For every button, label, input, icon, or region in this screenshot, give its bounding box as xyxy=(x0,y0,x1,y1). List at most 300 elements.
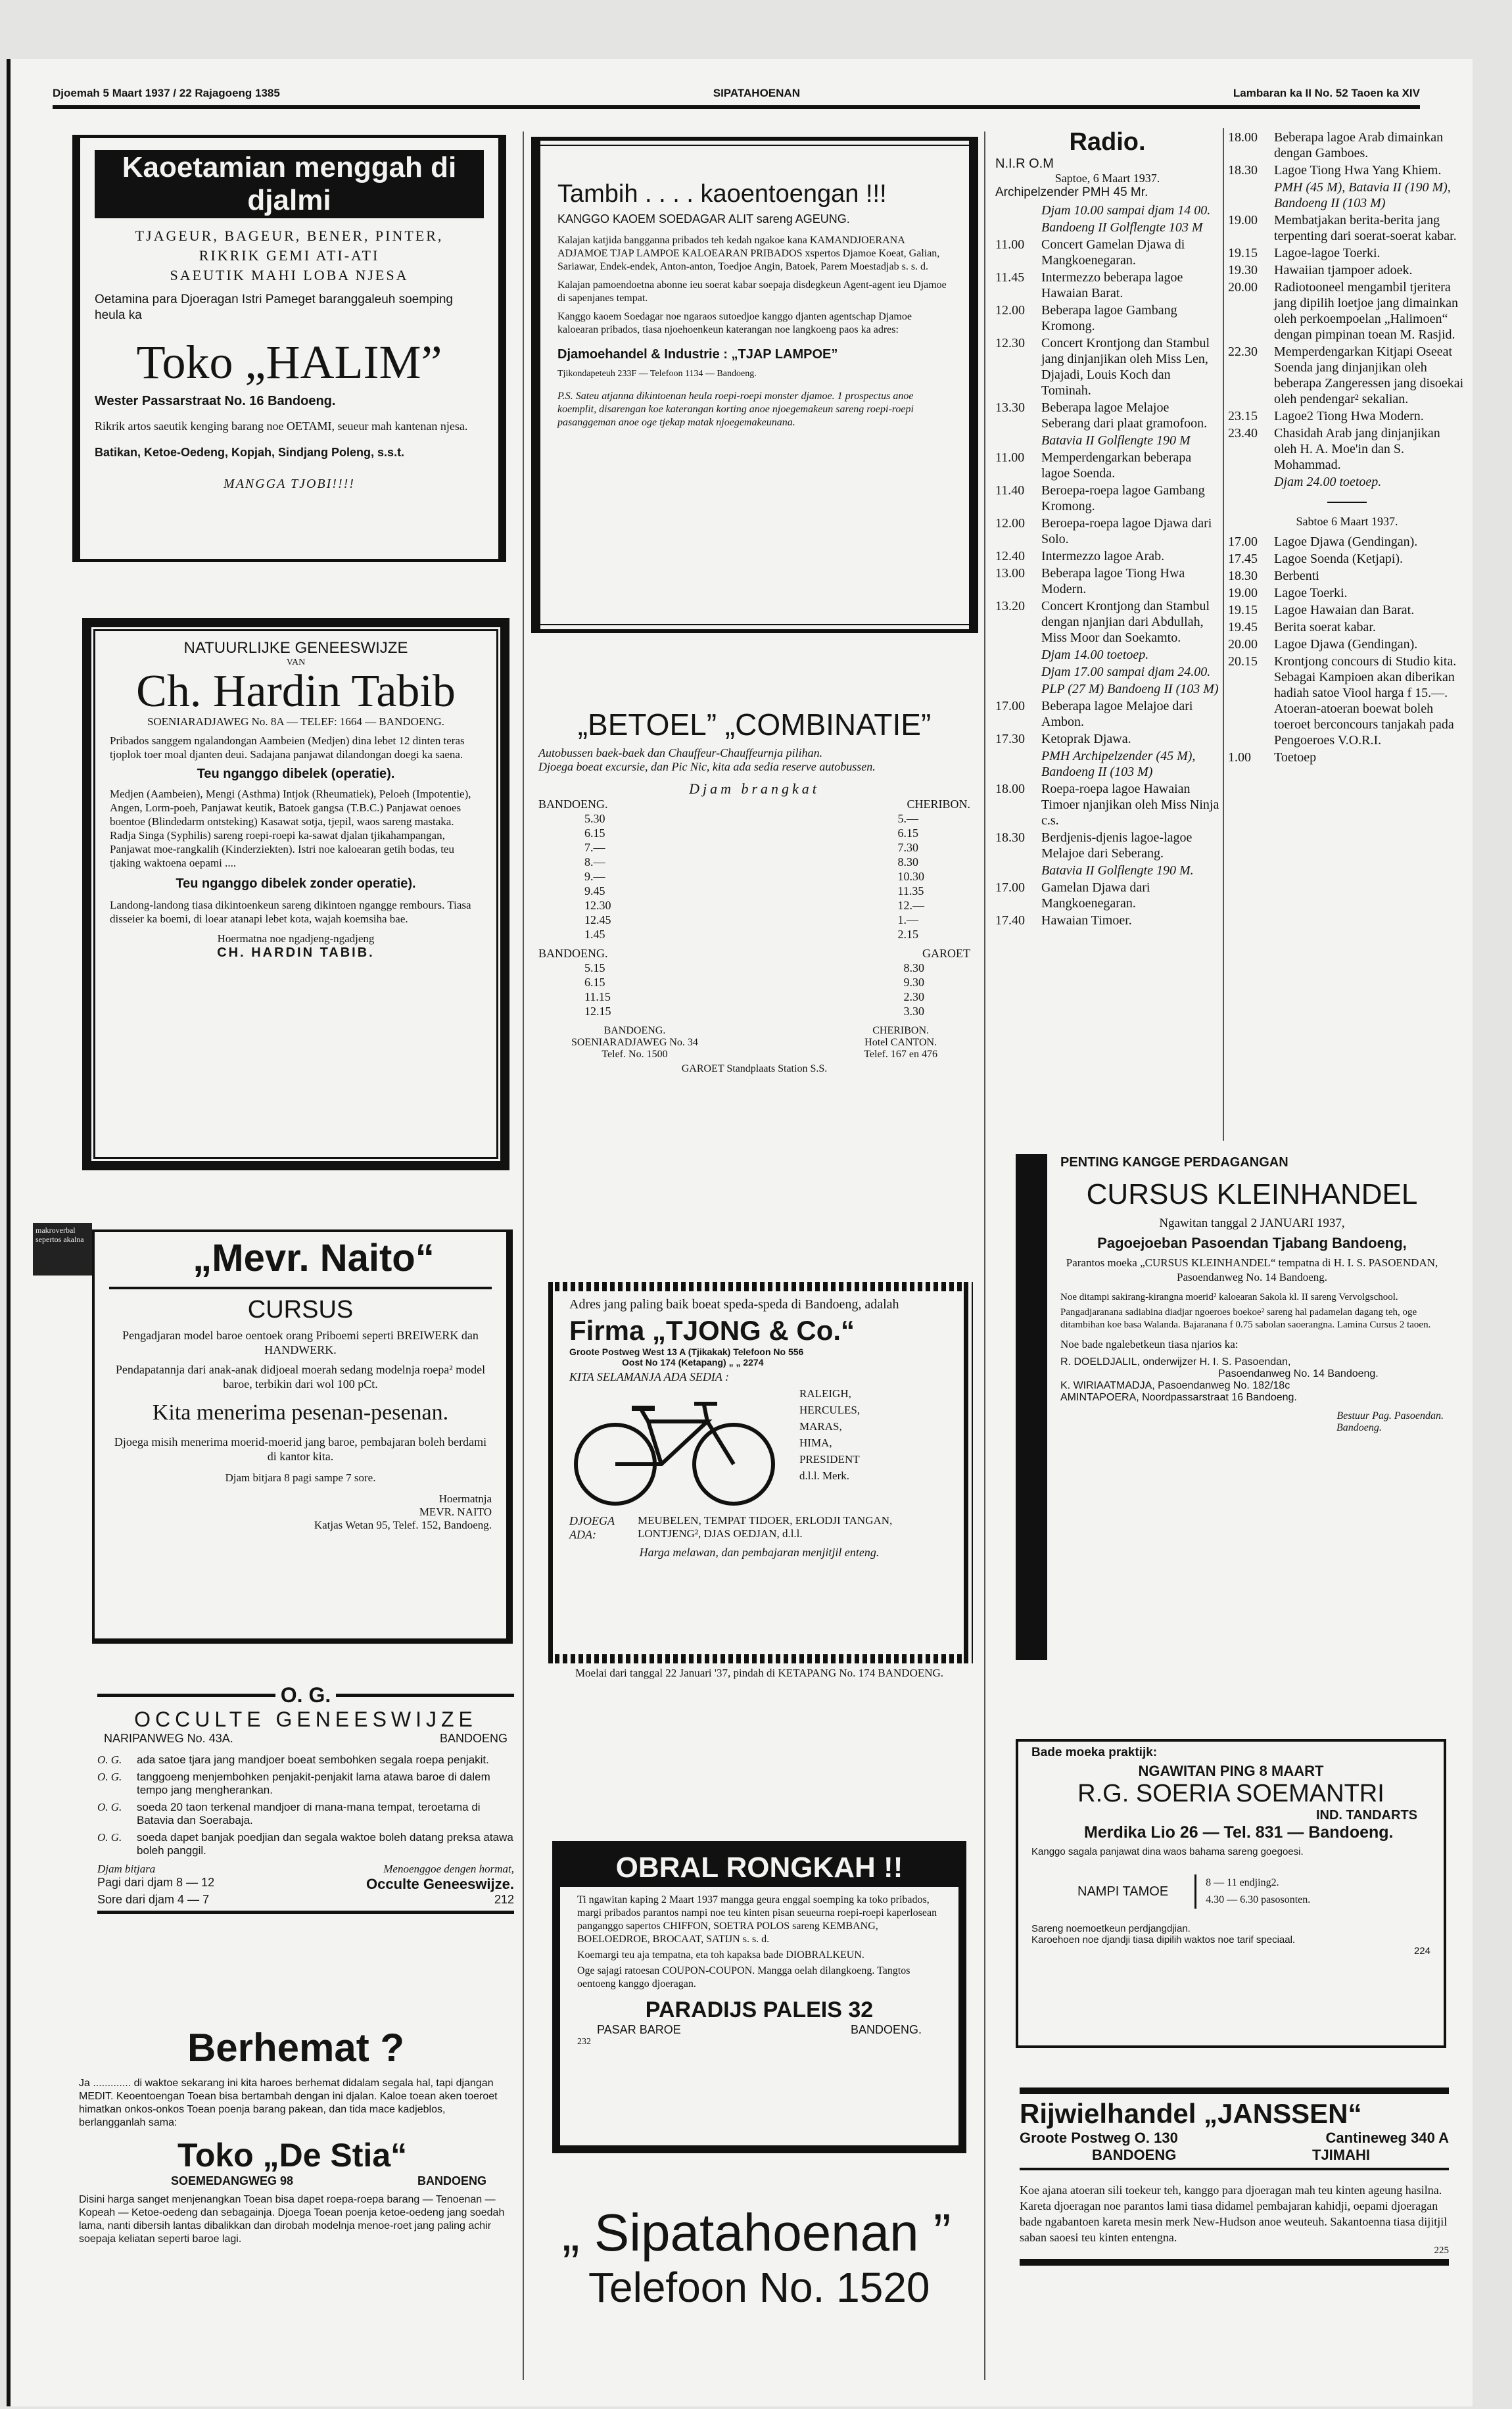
brand-item: MARAS, xyxy=(799,1420,842,1433)
radio-program-row xyxy=(995,433,1219,448)
time-cell: 11.15 xyxy=(584,990,611,1003)
radio-program: Lagoe Tiong Hwa Yang Khiem. xyxy=(1274,163,1442,178)
kh-tag: PENTING KANGGE PERDAGANGAN xyxy=(1060,1155,1288,1170)
janssen-text: Koe ajana atoeran sili toekeur teh, kanggo para djoeragan mah teu kinten ageung hasilna. Kareta djoeragan noe parantos lami tiasa didamel pembajaran kahidji, oepami djoeragan bade ngabantoen kareta mesin merk New-Hudson anoe weuteuh. Sakantoenna tiasa dijitjil saban saoesi teu kinten entengna. xyxy=(1020,2183,1448,2244)
radio-time: 17.00 xyxy=(995,880,1025,895)
sip-title: „ Sipatahoenan ” xyxy=(562,2203,951,2262)
radio-title: Radio. xyxy=(1069,128,1146,156)
radio-program: Beberapa lagoe Melajoe Seberang dari plaat gramofoon. xyxy=(1041,400,1208,431)
radio-time: 19.00 xyxy=(1228,213,1258,227)
obral-p1: Ti ngawitan kaping 2 Maart 1937 mangga geura enggal soemping ka toko pribados, margi pribados parantos nampi noe teu kinten pisan seueurna roepi-roepi kaperlosean panganggo sapertos CHIFFON, SOETRA POLOS sareng KEMBANG, BOELOEDROE, BROCAAT, SATIJN s. s. d. xyxy=(577,1894,937,1945)
radio-program: Concert Krontjong dan Stambul dengan njanjian dari Abdullah, Miss Moor dan Soekamto. xyxy=(1041,599,1210,645)
issue-date: Djoemah 5 Maart 1937 / 22 Rajagoeng 1385 xyxy=(53,87,280,99)
radio-program: Beberapa lagoe Tiong Hwa Modern. xyxy=(1041,566,1185,596)
radio-time: 12.00 xyxy=(995,303,1025,318)
radio-program-row xyxy=(995,270,1219,301)
radio-program: Beberapa lagoe Arab dimainkan dengan Gamboes. xyxy=(1274,130,1444,160)
tjong-brand-list xyxy=(799,1385,860,1510)
time-cell: 6.15 xyxy=(584,976,605,989)
radio-program-list-c xyxy=(1228,534,1466,765)
occulte-claim-text: soeda 20 taon terkenal mandjoer di mana-mana tempat, teroetama di Batavia dan Soerabaja. xyxy=(137,1801,481,1826)
occulte-claim-key: O. G. xyxy=(97,1831,122,1844)
radio-time: 1.00 xyxy=(1228,750,1251,765)
radio-time xyxy=(995,203,1035,218)
radio-program-row xyxy=(1228,408,1466,424)
radio-time: 18.30 xyxy=(1228,163,1258,178)
radio-time: 17.40 xyxy=(995,913,1025,928)
ad-tambih xyxy=(531,137,978,633)
masthead-rule xyxy=(53,105,1420,109)
betoel-title: „BETOEL” „COMBINATIE” xyxy=(577,707,932,742)
ad-toko-halim xyxy=(72,135,506,562)
obral-address: PASAR BAROE xyxy=(597,2023,681,2036)
soeria-address: Merdika Lio 26 — Tel. 831 — Bandoeng. xyxy=(1084,1823,1394,1842)
brand-item: HERCULES, xyxy=(799,1404,861,1416)
radio-program: Berita soerat kabar. xyxy=(1274,620,1376,634)
radio-time: 17.45 xyxy=(1228,552,1258,566)
radio-program-row xyxy=(995,515,1219,547)
time-cell: 2.15 xyxy=(897,928,918,941)
hardin-address: SOENIARADJAWEG No. 8A — TELEF: 1664 — BANDOENG. xyxy=(147,715,445,728)
occulte-claim-key: O. G. xyxy=(97,1753,122,1766)
paper-name: SIPATAHOENAN xyxy=(713,87,800,99)
tjong-address-1: Groote Postweg West 13 A (Tjikakak) Telefoon No 556 xyxy=(569,1347,804,1357)
betoel-schedule-title: Djam brangkat xyxy=(689,780,820,797)
hardin-p3: Landong-landong tiasa dikintoenkeun sareng dikintoen ngangge rembours. Tiasa disseier ka boemi, di loear atanapi lebet kota, wajah koemsiha bae. xyxy=(110,899,471,925)
time-cell: 5.15 xyxy=(584,961,605,974)
occulte-time-label: Djam bitjara xyxy=(97,1863,156,1875)
radio-program-row xyxy=(1228,344,1466,407)
time-cell: 8.30 xyxy=(897,855,918,869)
radio-program-row xyxy=(1228,750,1466,765)
obral-num: 232 xyxy=(577,2037,591,2047)
kh-sign: Bestuur Pag. Pasoendan. xyxy=(1336,1410,1444,1421)
occulte-appt: Menoenggoe dengen hormat, xyxy=(383,1863,514,1875)
radio-program: Intermezzo beberapa lagoe Hawaian Barat. xyxy=(1041,270,1183,300)
naito-name: „Mevr. Naito“ xyxy=(193,1237,435,1279)
hardin-top: NATUURLIJKE GENEESWIJZE xyxy=(183,639,408,657)
radio-time: 13.30 xyxy=(995,400,1025,415)
obral-p3: Oge sajagi ratoesan COUPON-COUPON. Mangga oelah dilangkoeng. Tangtos oentoeng kanggo djoeragan. xyxy=(577,1965,910,1990)
occulte-claim-row xyxy=(97,1831,514,1857)
obral-shop-name: PARADIJS PALEIS 32 xyxy=(645,1997,874,2022)
brand-item: d.l.l. Merk. xyxy=(799,1469,850,1482)
hemat-city: BANDOENG xyxy=(417,2174,486,2187)
radio-program: Krontjong concours di Studio kita. Sebagai Kampioen akan diberikan hadiah satoe Viool harga f 15.—. Atoeran-atoeran boewat boleh toeroet berconcours tanjakah pada Pengoeroes V.O.R.I. xyxy=(1274,654,1457,748)
radio-column-b xyxy=(1223,128,1466,1141)
halim-headline: Kaoetamian menggah di djalmi xyxy=(95,150,484,218)
radio-time: 19.00 xyxy=(1228,586,1258,600)
soeria-num: 224 xyxy=(1413,1945,1430,1957)
radio-time: 20.00 xyxy=(1228,280,1258,295)
radio-program: Roepa-roepa lagoe Hawaian Timoer njanjikan oleh Miss Ninja c.s. xyxy=(1041,782,1219,828)
janssen-title: Rijwielhandel „JANSSEN“ xyxy=(1020,2098,1362,2129)
time-cell: 12.45 xyxy=(584,913,611,926)
radio-time: 12.30 xyxy=(995,336,1025,350)
radio-program-row xyxy=(1228,425,1466,473)
occulte-address: NARIPANWEG No. 43A. xyxy=(104,1732,233,1745)
kh-title: CURSUS KLEINHANDEL xyxy=(1086,1178,1418,1210)
obral-title: OBRAL RONGKAH !! xyxy=(560,1849,958,1887)
kh-org: Pagoejoeban Pasoendan Tjabang Bandoeng, xyxy=(1097,1235,1407,1251)
radio-program-list-a xyxy=(995,203,1219,928)
radio-program: Memperdengarkan beberapa lagoe Soenda. xyxy=(1041,450,1192,481)
hardin-heading-1: Teu nganggo dibelek (operatie). xyxy=(197,767,395,781)
time-cell: 11.35 xyxy=(897,884,924,897)
occulte-claims xyxy=(97,1753,514,1857)
ad-mevr-naito xyxy=(92,1229,513,1644)
radio-time: 18.00 xyxy=(995,782,1025,796)
radio-time: 18.00 xyxy=(1228,130,1258,145)
ad-obral-rongkah xyxy=(552,1841,966,2153)
radio-time: 19.30 xyxy=(1228,263,1258,277)
radio-program-row xyxy=(995,400,1219,431)
betoel-office-2c: Telef. 167 en 476 xyxy=(864,1049,937,1060)
tjong-footer: Harga melawan, dan pembajaran menjitjil enteng. xyxy=(639,1546,880,1559)
radio-program-row xyxy=(995,681,1219,697)
time-cell: 3.30 xyxy=(903,1005,924,1018)
radio-program: PMH Archipelzender (45 M), Bandoeng II (103 M) xyxy=(1041,749,1196,779)
radio-time xyxy=(995,863,1035,878)
radio-program: Memperdengarkan Kitjapi Oseeat Soenda jang dinjanjikan oleh beberapa Zangeressen jang disoekai oleh pendengar² sekalian. xyxy=(1274,345,1464,406)
time-cell: 12.— xyxy=(897,899,924,912)
hemat-text: Ja ............. di waktoe sekarang ini kita haroes berhemat didalam segala hal, tapi djangan MEDIT. Keoentoengan Toean bisa bertambah dengan ini djalan. Kaloe toean aken toeroet himatkan onkos-onkos Toean poenja barang pakean, dan tida mace kadjeblos, berlangganlah sama: xyxy=(79,2078,498,2128)
soeria-tag: Bade moeka praktijk: xyxy=(1031,1746,1158,1759)
occulte-claim-text: ada satoe tjara jang mandjoer boeat sembohken segala roepa penjakit. xyxy=(137,1753,489,1766)
radio-program-row xyxy=(995,664,1219,680)
betoel-from-2: BANDOENG. xyxy=(538,947,608,960)
soeria-p2: Kanggo sagala panjawat dina waos bahama sareng goegoesi. xyxy=(1031,1846,1304,1857)
ad-janssen xyxy=(1016,2087,1453,2360)
radio-time: 11.40 xyxy=(995,483,1025,498)
radio-time xyxy=(995,433,1035,448)
obral-city: BANDOENG. xyxy=(850,2023,922,2036)
betoel-times-bandoeng-2 xyxy=(584,961,611,1018)
naito-p3: Djoega misih menerima moerid-moerid jang baroe, pembajaran boleh berdami di kantor kita. xyxy=(114,1435,487,1463)
occulte-claim-row xyxy=(97,1771,514,1797)
radio-program: PLP (27 M) Bandoeng II (103 M) xyxy=(1041,682,1219,696)
radio-program-row xyxy=(995,203,1219,218)
radio-program: Batavia II Golflengte 190 M xyxy=(1041,433,1191,448)
radio-program: Beberapa lagoe Melajoe dari Ambon. xyxy=(1041,699,1193,729)
time-cell: 1.— xyxy=(897,913,918,926)
issue-number: Lambaran ka II No. 52 Taoen ka XIV xyxy=(1233,87,1420,99)
radio-program: Lagoe Toerki. xyxy=(1274,586,1348,600)
radio-program: PMH (45 M), Batavia II (190 M), Bandoeng II (103 M) xyxy=(1274,180,1451,210)
radio-time: 12.00 xyxy=(995,516,1025,531)
radio-program-row xyxy=(1228,212,1466,244)
betoel-footer: GAROET Standplaats Station S.S. xyxy=(681,1063,828,1074)
radio-program-row xyxy=(995,731,1219,747)
radio-program-row xyxy=(995,335,1219,398)
betoel-office-1a: BANDOENG. xyxy=(603,1025,666,1036)
hemat-text-2: Disini harga sanget menjenangkan Toean bisa dapet roepa-roepa barang — Tenoenan — Kopeah — Ketoe-oedeng dan sebagainja. Djoega Toean poenja ketoe-oedeng jang soedah lama, nanti dibersih lantas dibalikkan dan dirobah modelnja menoe-roet jang paling achir soepaja keliatan seperti baroe lagi. xyxy=(79,2194,505,2245)
occulte-claim-row xyxy=(97,1801,514,1827)
hemat-address: SOEMEDANGWEG 98 xyxy=(171,2174,294,2187)
radio-program-row xyxy=(995,565,1219,597)
betoel-sub-2: Djoega boeat excursie, dan Pic Nic, kita ada sedia reserve autobussen. xyxy=(538,760,876,773)
halim-intro: Oetamina para Djoeragan Istri Pameget baranggaleuh soemping heula ka xyxy=(95,293,453,322)
naito-sign-2: MEVR. NAITO xyxy=(419,1506,492,1518)
radio-program-row xyxy=(995,830,1219,861)
hardin-p1: Pribados sanggem ngalandongan Aambeien (Medjen) dina lebet 12 dinten teras tjoplok toer moal djanten deui. Sadajana panjawat dilandongan doegi ka saena. xyxy=(110,734,465,761)
tambih-p1: Kalajan katjida bangganna pribados teh kedah ngakoe kana KAMANDJOERANA ADJAMOE TJAP LAMPOE KALOEARAN PRIBADOS xspertos Djamoe Koeat, Galian, Sariawar, Endek-endek, Anton-anton, Toedjoe Angin, Batoek, Parem Moestadjab s. s. d. xyxy=(557,235,940,272)
radio-program-row xyxy=(995,302,1219,334)
radio-time: 17.00 xyxy=(1228,535,1258,549)
radio-program-row xyxy=(995,450,1219,481)
radio-program-row xyxy=(995,647,1219,663)
hemat-title: Berhemat ? xyxy=(187,2026,405,2070)
occulte-claim-key: O. G. xyxy=(97,1771,122,1783)
janssen-address-2: Cantineweg 340 A xyxy=(1325,2130,1449,2146)
radio-time: 23.15 xyxy=(1228,409,1258,423)
janssen-num: 225 xyxy=(1434,2245,1449,2256)
ad-tjong-co xyxy=(546,1282,973,1663)
betoel-office-2b: Hotel CANTON. xyxy=(864,1037,937,1048)
radio-time: 19.45 xyxy=(1228,620,1258,634)
time-cell: 7.30 xyxy=(897,841,918,854)
radio-program-row xyxy=(1228,636,1466,652)
masthead-bar xyxy=(53,82,1420,105)
occulte-claim-row xyxy=(97,1753,514,1767)
radio-program-row xyxy=(995,863,1219,878)
radio-program: Djam 17.00 sampai djam 24.00. xyxy=(1041,665,1211,679)
radio-program: Lagoe Djawa (Gendingan). xyxy=(1274,637,1418,652)
betoel-to-1: CHERIBON. xyxy=(907,798,970,811)
radio-program: Intermezzo lagoe Arab. xyxy=(1041,549,1165,563)
hardin-sign-1: Hoermatna noe ngadjeng-ngadjeng xyxy=(217,932,375,945)
occulte-hours-afternoon: Sore dari djam 4 — 7 xyxy=(97,1893,210,1906)
kh-contact-2: K. WIRIAATMADJA, Pasoendanweg No. 182/18c xyxy=(1060,1380,1290,1391)
hemat-shop: Toko „De Stia“ xyxy=(177,2137,408,2174)
time-cell: 10.30 xyxy=(897,870,924,883)
radio-program: Berdjenis-djenis lagoe-lagoe Melajoe dari Seberang. xyxy=(1041,830,1193,861)
radio-program: Lagoe-lagoe Toerki. xyxy=(1274,246,1381,260)
soeria-hours-2: 4.30 — 6.30 pasosonten. xyxy=(1206,1894,1311,1905)
tambih-ps: P.S. Sateu atjanna dikintoenan heula roepi-roepi monster djamoe. 1 prospectus anoe koemplit, disarengan koe katerangan korting anoe njoegemakeun sareng roepi-roepi pasanggeman anoe oge tjekap matak njoegemakeunana. xyxy=(557,391,914,428)
radio-time: 17.00 xyxy=(995,699,1025,713)
radio-program: Berbenti xyxy=(1274,569,1319,583)
radio-time: 20.15 xyxy=(1228,654,1258,669)
time-cell: 9.45 xyxy=(584,884,605,897)
hardin-p2: Medjen (Aambeien), Mengi (Asthma) Intjok (Rheumatiek), Peloeh (Impotentie), Angen, Lorm-poeh, Panjawat keutik, Batoek gangsa (T.B.C.) Panjawat oenoes boentoe (Blindedarm ontsteking) Kasawat sotja, tjepil, waos sareng mastaka. Radja Singa (Syphilis) sareng roepi-roepi ka-sawat djalan tjikahampangan, Panjawat moe-rangkalih (Kinderziekten). Istri noe kaloearan getih bodas, teu tjaking waktoena oepami .... xyxy=(110,788,471,869)
soeria-p3: Sareng noemoetkeun perdjangdjian. xyxy=(1031,1923,1191,1934)
radio-time: 13.00 xyxy=(995,566,1025,581)
occulte-hours-morning: Pagi dari djam 8 — 12 xyxy=(97,1876,215,1889)
time-cell: 5.30 xyxy=(584,812,605,825)
ad-hardin-tabib xyxy=(82,618,509,1170)
time-cell: 6.15 xyxy=(897,826,918,840)
naito-side-note xyxy=(33,1223,92,1276)
time-cell: 12.30 xyxy=(584,899,611,912)
radio-program: Lagoe2 Tiong Hwa Modern. xyxy=(1274,409,1424,423)
column-rule-2 xyxy=(984,131,985,2380)
ad-occulte xyxy=(92,1683,519,1966)
brand-item: HIMA, xyxy=(799,1437,832,1449)
radio-program-row xyxy=(995,548,1219,564)
tjong-address-2: Oost No 174 (Ketapang) „ „ 2274 xyxy=(622,1357,764,1368)
radio-program-row xyxy=(1228,585,1466,601)
soeria-title: IND. TANDARTS xyxy=(1315,1808,1417,1823)
radio-time xyxy=(995,664,1035,680)
hardin-van: VAN xyxy=(286,657,306,667)
radio-program: Beroepa-roepa lagoe Djawa dari Solo. xyxy=(1041,516,1212,546)
naito-side-text: makroverbal sepertos akalna xyxy=(35,1226,84,1244)
hardin-sign-2: CH. HARDIN TABIB. xyxy=(217,945,375,960)
radio-arch: Archipelzender PMH 45 Mr. xyxy=(995,185,1148,199)
radio-program: Membatjakan berita-berita jang terpenting dari soerat-soerat kabar. xyxy=(1274,213,1457,243)
brand-item: PRESIDENT xyxy=(799,1453,860,1466)
kh-contact-1: R. DOELDJALIL, onderwijzer H. I. S. Pasoendan, xyxy=(1060,1356,1291,1368)
ad-betoel-combinatie xyxy=(536,707,973,1256)
hardin-name: Ch. Hardin Tabib xyxy=(136,666,456,717)
soeria-nampi: NAMPI TAMOE xyxy=(1077,1884,1169,1899)
occulte-city: BANDOENG xyxy=(439,1732,508,1745)
radio-program-row xyxy=(995,913,1219,928)
radio-program-row xyxy=(995,237,1219,268)
kh-p3: Noe ditampi sakirang-kirangna moerid² kaloearan Sakola kl. II sareng Vervolgschool. xyxy=(1060,1292,1398,1302)
tjong-stock-label: KITA SELAMANJA ADA SEDIA : xyxy=(569,1370,729,1383)
occulte-tag: O. G. xyxy=(280,1683,331,1707)
bicycle-icon xyxy=(569,1385,780,1510)
radio-program-row xyxy=(1228,654,1466,748)
ad-berhemat xyxy=(72,2025,519,2383)
betoel-office-2a: CHERIBON. xyxy=(872,1025,930,1036)
kh-city: Bandoeng. xyxy=(1336,1422,1382,1433)
tambih-address: Tjikondapeteuh 233F — Telefoon 1134 — Bandoeng. xyxy=(557,369,757,379)
janssen-address-1: Groote Postweg O. 130 xyxy=(1020,2130,1178,2146)
radio-time: 13.20 xyxy=(995,599,1025,613)
janssen-city-2: TJIMAHI xyxy=(1312,2147,1370,2163)
time-cell: 1.45 xyxy=(584,928,605,941)
radio-time xyxy=(995,220,1035,235)
radio-time: 11.45 xyxy=(995,270,1025,285)
betoel-office-1c: Telef. No. 1500 xyxy=(602,1049,668,1060)
radio-program: Lagoe Soenda (Ketjapi). xyxy=(1274,552,1404,566)
time-cell: 9.— xyxy=(584,870,605,883)
tambih-p3: Kanggo kaoem Soedagar noe ngaraos sutoedjoe kanggo djanten agentschap Djamoe kaloearan pribados, tiasa njoehoenkeun katerangan noe langkoeng paos ka adres: xyxy=(557,311,912,335)
time-cell: 7.— xyxy=(584,841,605,854)
occulte-claim-text: soeda dapet banjak poedjian dan segala waktoe boleh datang preksa atawa boleh panggil. xyxy=(137,1831,513,1857)
naito-hours: Djam bitjara 8 pagi sampe 7 sore. xyxy=(225,1471,376,1484)
soeria-p4: Karoehoen noe djandji tiasa dipilih waktos noe tarif speciaal. xyxy=(1031,1934,1296,1945)
time-cell: 8.— xyxy=(584,855,605,869)
kh-p5: Noe bade ngalebetkeun tiasa njarios ka: xyxy=(1060,1338,1239,1350)
radio-program-row xyxy=(1228,551,1466,567)
occulte-sign: Occulte Geneeswijze. xyxy=(366,1876,514,1892)
radio-program-row xyxy=(995,483,1219,514)
naito-cursus: CURSUS xyxy=(247,1296,354,1324)
radio-program-row xyxy=(1228,179,1466,211)
time-cell: 6.15 xyxy=(584,826,605,840)
radio-program: Gamelan Djawa dari Mangkoenegaran. xyxy=(1041,880,1150,911)
soeria-start: NGAWITAN PING 8 MAART xyxy=(1138,1763,1324,1779)
radio-program-row xyxy=(1228,245,1466,261)
radio-program: Ketoprak Djawa. xyxy=(1041,732,1131,746)
radio-program: Djam 10.00 sampai djam 14 00. xyxy=(1041,203,1211,218)
betoel-sub: Autobussen baek-baek dan Chauffeur-Chauffeurnja pilihan. xyxy=(538,746,823,759)
time-cell: 2.30 xyxy=(903,990,924,1003)
naito-sign-1: Hoermatnja xyxy=(438,1492,492,1505)
radio-program: Beroepa-roepa lagoe Gambang Kromong. xyxy=(1041,483,1205,513)
occulte-num: 212 xyxy=(494,1893,514,1906)
kh-date: Ngawitan tanggal 2 JANUARI 1937, xyxy=(1159,1216,1345,1230)
radio-program-row xyxy=(995,880,1219,911)
radio-program: Radiotooneel mengambil tjeritera jang dipilih loetjoe jang dimainkan oleh perkoempoelan „Halimoen“ dengan pimpinan toean M. Rasjid. xyxy=(1274,280,1458,342)
radio-time: 12.40 xyxy=(995,549,1025,563)
radio-time: 17.30 xyxy=(995,732,1025,746)
janssen-city-1: BANDOENG xyxy=(1092,2147,1177,2163)
radio-program-row xyxy=(995,748,1219,780)
time-cell: 12.15 xyxy=(584,1005,611,1018)
column-rule-1 xyxy=(523,131,524,2380)
radio-program: Batavia II Golflengte 190 M. xyxy=(1041,863,1194,878)
radio-program-row xyxy=(995,781,1219,828)
radio-program-row xyxy=(995,220,1219,235)
radio-time: 18.30 xyxy=(1228,569,1258,583)
kh-contact-3: AMINTAPOERA, Noordpassarstraat 16 Bandoeng. xyxy=(1060,1392,1297,1403)
radio-program-row xyxy=(1228,619,1466,635)
radio-program: Toetoep xyxy=(1274,750,1317,765)
radio-program: Concert Krontjong dan Stambul jang dinjanjikan oleh Miss Len, Djajadi, Louis Koch dan Tominah. xyxy=(1041,336,1210,398)
radio-program: Beberapa lagoe Gambang Kromong. xyxy=(1041,303,1177,333)
radio-column-a xyxy=(993,128,1219,1141)
radio-program: Bandoeng II Golflengte 103 M xyxy=(1041,220,1203,235)
radio-time: 11.00 xyxy=(995,237,1025,252)
radio-time xyxy=(995,748,1035,780)
tambih-p2: Kalajan pamoendoetna abonne ieu soerat kabar soepaja disdegkeun Agent-agent ieu Djamoe di sapenjanes tempat. xyxy=(557,279,947,304)
radio-program: Concert Gamelan Djawa di Mangkoenegaran. xyxy=(1041,237,1185,268)
soeria-name: R.G. SOERIA SOEMANTRI xyxy=(1077,1780,1384,1807)
radio-program-list-b xyxy=(1228,130,1466,490)
brand-item: RALEIGH, xyxy=(799,1387,851,1400)
betoel-times-bandoeng xyxy=(584,811,611,942)
radio-program-row xyxy=(1228,474,1466,490)
kh-p2: Parantos moeka „CURSUS KLEINHANDEL“ tempatna di H. I. S. PASOENDAN, Pasoendanweg No. 14 Bandoeng. xyxy=(1066,1256,1438,1283)
occulte-claim-text: tanggoeng menjembohken penjakit-penjakit lama atawa baroe di dalem tempo jang mengherankan. xyxy=(137,1771,490,1796)
naito-p2: Pendapatannja dari anak-anak didjoeal moerah sedang modelnja roepa² model baroe, terbikin dari wol 100 pCt. xyxy=(115,1363,486,1391)
halim-goods: Batikan, Ketoe-Oedeng, Kopjah, Sindjang Poleng, s.s.t. xyxy=(95,446,405,459)
time-cell: 5.— xyxy=(897,812,918,825)
halim-slogan: MANGGA TJOBI!!!! xyxy=(224,477,355,491)
naito-address: Katjas Wetan 95, Telef. 152, Bandoeng. xyxy=(314,1519,492,1531)
kh-p4: Pangadjaranana sadiabina diadjar ngoeroes boekoe² sareng hal padamelan dagang teh, oge ditambihan koe basa Walanda. Bajaranana f 0.75 sabolan saoerangna. Lamina Cursus 2 taoen. xyxy=(1060,1307,1431,1330)
radio-time xyxy=(1228,474,1267,490)
tambih-company: Djamoehandel & Industrie : „TJAP LAMPOE” xyxy=(557,347,838,362)
occulte-title: OCCULTE GENEESWIJZE xyxy=(134,1707,477,1731)
radio-time xyxy=(1228,179,1267,211)
radio-time: 19.15 xyxy=(1228,246,1258,260)
obral-p2: Koemargi teu aja tempatna, eta toh kapaksa bade DIOBRALKEUN. xyxy=(577,1949,864,1961)
halim-description: Rikrik artos saeutik kenging barang noe OETAMI, seueur mah kantenan njesa. xyxy=(95,419,468,433)
halim-shop-name: Toko „HALIM” xyxy=(136,336,442,389)
radio-program-row xyxy=(1228,534,1466,550)
tjong-also-label: DJOEGA ADA: xyxy=(569,1514,615,1541)
radio-program: Djam 14.00 toetoep. xyxy=(1041,648,1149,662)
radio-program: Lagoe Djawa (Gendingan). xyxy=(1274,535,1418,549)
radio-program-row xyxy=(1228,130,1466,161)
occulte-claim-key: O. G. xyxy=(97,1801,122,1813)
radio-time: 11.00 xyxy=(995,450,1025,465)
betoel-from-1: BANDOENG. xyxy=(538,798,608,811)
halim-virtues: TJAGEUR, BAGEUR, BENER, PINTER, RIKRIK GEMI ATI-ATI SAEUTIK MAHI LOBA NJESA xyxy=(135,227,444,283)
kh-contact-1b: Pasoendanweg No. 14 Bandoeng. xyxy=(1218,1368,1379,1379)
radio-time: 20.00 xyxy=(1228,637,1258,652)
radio-program-row xyxy=(1228,279,1466,343)
tambih-subtitle: KANGGO KAOEM SOEDAGAR ALIT sareng AGEUNG. xyxy=(557,212,850,226)
betoel-times-cheribon xyxy=(898,811,925,942)
radio-time: 22.30 xyxy=(1228,345,1258,359)
